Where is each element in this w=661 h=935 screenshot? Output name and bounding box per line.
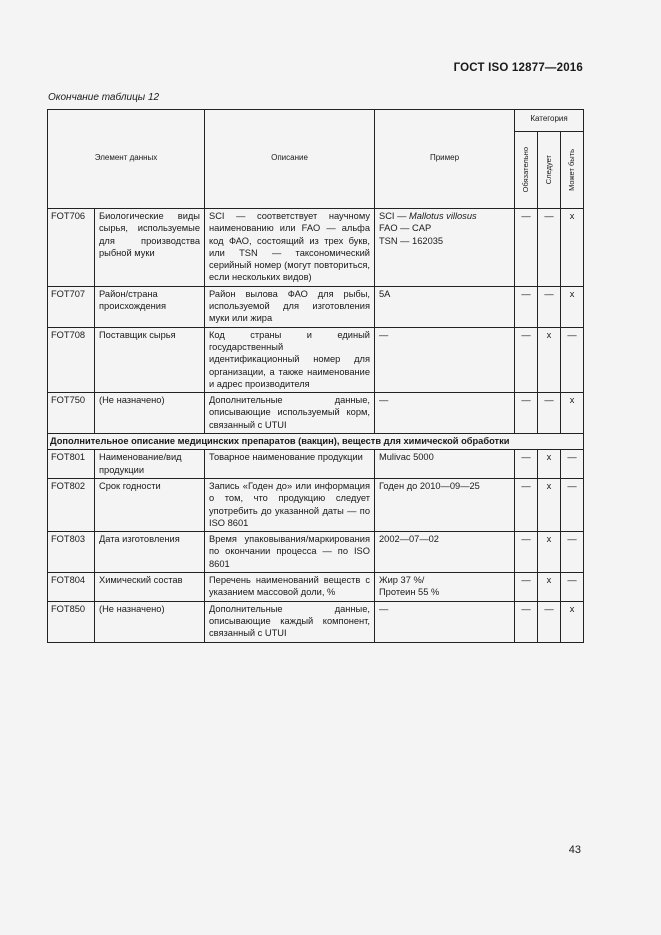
row-may: x <box>561 393 584 434</box>
row-may: — <box>561 478 584 531</box>
row-code: FOT750 <box>48 393 95 434</box>
row-description: Время упаковывания/маркирования по окончании процесса — по ISO 8601 <box>205 532 375 573</box>
row-code: FOT804 <box>48 573 95 602</box>
row-should: — <box>538 393 561 434</box>
row-element: Дата изготовления <box>95 532 205 573</box>
table-row <box>48 327 584 392</box>
row-example: SCI — Mallotus villosus FAO — CAP TSN — 162035 <box>375 209 515 287</box>
section-row <box>48 434 584 450</box>
row-may: — <box>561 532 584 573</box>
header-category: Категория <box>515 110 584 132</box>
row-element: (Не назначено) <box>95 393 205 434</box>
row-should: — <box>538 601 561 642</box>
row-mandatory: — <box>515 286 538 327</box>
row-element: Биологические виды сырья, используемые для производства рыбной муки <box>95 209 205 287</box>
header-description: Описание <box>205 110 375 209</box>
row-may: — <box>561 573 584 602</box>
row-element: Район/страна происхождения <box>95 286 205 327</box>
row-code: FOT706 <box>48 209 95 287</box>
row-element: (Не назначено) <box>95 601 205 642</box>
row-may: x <box>561 209 584 287</box>
table-row <box>48 478 584 531</box>
row-description: Дополнительные данные, описывающие используемый корм, связанный с UTUI <box>205 393 375 434</box>
row-description: Дополнительные данные, описывающие каждый компонент, связанный с UTUI <box>205 601 375 642</box>
table-row <box>48 286 584 327</box>
row-mandatory: — <box>515 327 538 392</box>
row-should: — <box>538 286 561 327</box>
row-mandatory: — <box>515 478 538 531</box>
row-element: Химический состав <box>95 573 205 602</box>
row-mandatory: — <box>515 450 538 479</box>
row-may: — <box>561 327 584 392</box>
row-example: 5A <box>375 286 515 327</box>
section-title: Дополнительное описание медицинских препаратов (вакцин), веществ для химической обработки <box>48 434 584 450</box>
row-element: Срок годности <box>95 478 205 531</box>
row-example: 2002—07—02 <box>375 532 515 573</box>
header-should: Следует <box>538 132 561 209</box>
species-name: Mallotus villosus <box>408 211 477 221</box>
table-row <box>48 601 584 642</box>
row-description: Код страны и единый государственный идентификационный номер для организации, а также наименование и адрес производителя <box>205 327 375 392</box>
row-should: x <box>538 450 561 479</box>
row-mandatory: — <box>515 393 538 434</box>
header-may: Может быть <box>561 132 584 209</box>
row-example: Жир 37 %/ Протеин 55 % <box>375 573 515 602</box>
row-should: x <box>538 532 561 573</box>
row-may: x <box>561 286 584 327</box>
row-should: x <box>538 478 561 531</box>
table-row <box>48 450 584 479</box>
row-element: Наименование/вид продукции <box>95 450 205 479</box>
table-caption: Окончание таблицы 12 <box>48 92 160 103</box>
data-elements-table <box>47 109 584 643</box>
row-description: SCI — соответствует научному наименованию или FAO — альфа код ФАО, состоящий из трех букв, или TSN — таксономический серийный номер (могут повториться, если нескольких видов) <box>205 209 375 287</box>
table-row <box>48 573 584 602</box>
row-code: FOT708 <box>48 327 95 392</box>
table-row <box>48 532 584 573</box>
page-number: 43 <box>568 844 581 856</box>
row-description: Товарное наименование продукции <box>205 450 375 479</box>
row-description: Район вылова ФАО для рыбы, используемой для изготовления муки или жира <box>205 286 375 327</box>
row-code: FOT850 <box>48 601 95 642</box>
row-mandatory: — <box>515 209 538 287</box>
table-row <box>48 209 584 287</box>
row-code: FOT801 <box>48 450 95 479</box>
row-example: — <box>375 327 515 392</box>
row-example: Mulivac 5000 <box>375 450 515 479</box>
row-example: — <box>375 393 515 434</box>
header-example: Пример <box>375 110 515 209</box>
row-may: — <box>561 450 584 479</box>
row-example: Годен до 2010—09—25 <box>375 478 515 531</box>
row-should: x <box>538 573 561 602</box>
header-mandatory: Обязательно <box>515 132 538 209</box>
header-element: Элемент данных <box>48 110 205 209</box>
row-description: Запись «Годен до» или информация о том, что продукцию следует употребить до указанной даты — по ISO 8601 <box>205 478 375 531</box>
row-code: FOT802 <box>48 478 95 531</box>
row-should: x <box>538 327 561 392</box>
row-description: Перечень наименований веществ с указанием массовой доли, % <box>205 573 375 602</box>
document-header: ГОСТ ISO 12877—2016 <box>453 62 583 74</box>
row-code: FOT707 <box>48 286 95 327</box>
row-mandatory: — <box>515 573 538 602</box>
row-mandatory: — <box>515 532 538 573</box>
row-may: x <box>561 601 584 642</box>
table-row <box>48 393 584 434</box>
row-example: — <box>375 601 515 642</box>
row-element: Поставщик сырья <box>95 327 205 392</box>
row-mandatory: — <box>515 601 538 642</box>
row-code: FOT803 <box>48 532 95 573</box>
row-should: — <box>538 209 561 287</box>
